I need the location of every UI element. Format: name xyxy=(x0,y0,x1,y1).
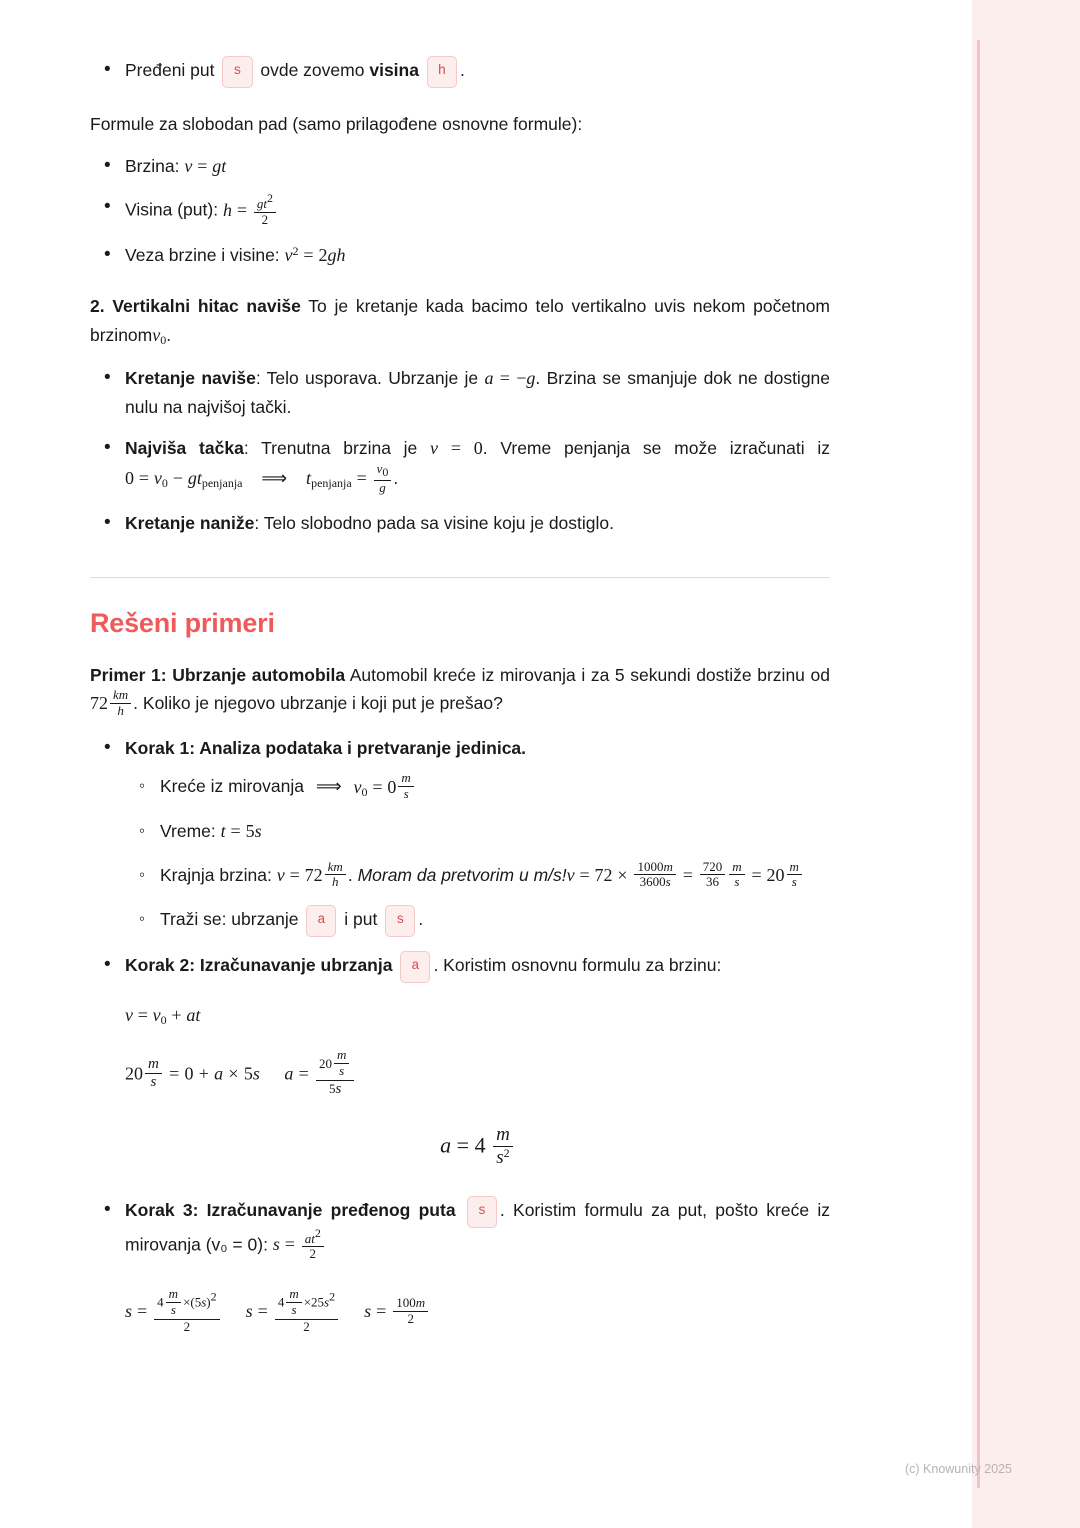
document-content xyxy=(90,42,830,1348)
example-1-text-end: . Koliko je njegovo ubrzanje i koji put je prešao? xyxy=(133,693,503,714)
code-token-a: a xyxy=(400,951,430,983)
substep-text: Vreme: xyxy=(160,821,216,842)
step-1-sub-list xyxy=(125,772,830,937)
substep-text-middle: i put xyxy=(344,909,378,930)
code-token-a: a xyxy=(306,905,336,937)
list-item xyxy=(90,364,830,422)
example-1-text: Automobil kreće iz mirovanja i za 5 sekundi dostiže brzinu od xyxy=(349,664,830,685)
formula-label: Brzina: xyxy=(125,156,180,177)
step-2-result: a = 4 $\frac{m}{s^2}$ xyxy=(125,1125,830,1170)
bullet-bold-label: Kretanje naviše xyxy=(125,368,256,389)
bullet-bold-label: Najviša tačka xyxy=(125,437,244,458)
list-item xyxy=(90,734,830,937)
bullet-text: : Telo slobodno pada sa visine koju je dostiglo. xyxy=(254,512,614,533)
section-2-bullet-list xyxy=(90,364,830,537)
code-token-s: s xyxy=(467,1196,497,1228)
list-item: ◦ Kreće iz mirovanja ⟹ $v_0 = 0$ $\frac{m}{s}$ xyxy=(125,772,830,803)
list-item xyxy=(90,56,830,88)
formula-list xyxy=(90,152,830,270)
code-token-s: s xyxy=(222,56,252,88)
code-token-s: s xyxy=(385,905,415,937)
section-divider xyxy=(90,577,830,578)
intro-bullet-list xyxy=(90,56,830,88)
example-1-paragraph: Primer 1: Ubrzanje automobila Automobil kreće iz mirovanja i za 5 sekundi dostiže brzinu od 72 $\frac{km}{h}$ . Koliko je njegovo ubrzanje i koji put je prešao? xyxy=(90,664,830,719)
list-item xyxy=(90,152,830,181)
section-2-text-end: . xyxy=(166,324,172,345)
list-item: ◦ Vreme: t = 5s xyxy=(125,817,830,846)
step-3-title-suffix: . Koristim formulu za put, pošto kreće iz mirovanja (v₀ = 0): xyxy=(125,1199,830,1255)
substep-text: Kreće iz mirovanja xyxy=(160,776,304,797)
section-2-paragraph: 2. Vertikalni hitac naviše To je kretanje kada bacimo telo vertikalno uvis nekom početnom brzinomv$_0$. xyxy=(90,296,831,347)
step-3-work: s = 4 $\frac{m}{s}$ $\times(5s)^2$ 2 s = 4 $\frac{m}{s}$ $\times 25s^2$ 2 s = $\frac{100m}{2}$ xyxy=(125,1289,830,1336)
list-item xyxy=(90,241,830,270)
list-item: • Korak 3: Izračunavanje pređenog puta s . Koristim formulu za put, pošto kreće iz mirovanja (v₀ = 0): s = $\frac{at^2}{2}$ s = 4 $\frac{m}{s}$ $\times(5s)^2$ 2 s = 4 $\frac{m}{s}$ $\times 25s^2$ 2 s = $\frac{100m}{2}$ xyxy=(90,1196,830,1337)
right-margin-strip xyxy=(972,0,1080,1528)
step-1-list xyxy=(90,734,830,1336)
step-2-title-suffix: . Koristim osnovnu formulu za brzinu: xyxy=(433,955,722,976)
list-item xyxy=(125,905,830,937)
step-3-title: Korak 3: Izračunavanje pređenog puta xyxy=(125,1199,456,1220)
copyright-footer: (c) Knowunity 2025 xyxy=(904,1462,1012,1476)
formula-math: v = gt xyxy=(184,156,227,177)
step-2-work: 20 $\frac{m}{s}$ = 0 + a × 5s a = 20 $\frac{m}{s}$ 5s xyxy=(125,1050,830,1099)
section-2-title: Vertikalni hitac naviše xyxy=(112,296,301,317)
step-2-title: Korak 2: Izračunavanje ubrzanja xyxy=(125,955,393,976)
list-item: ◦ Krajnja brzina: v = 72 $\frac{km}{h}$ . Moram da pretvorim u m/s!v = 72 × $\frac{1000m}{3600s}$ = $\frac{720}{36}$ $\frac{m}{s}$ = 20 $\frac{m}{s}$ xyxy=(125,861,830,892)
step-1-title: Korak 1: Analiza podataka i pretvaranje jedinica. xyxy=(125,738,527,759)
bullet-text: : Trenutna brzina je v = 0. Vreme penjanja se može izračunati iz $0 = v_0 - gt_{penjanja}$ ⟹ $t_{penjanja}$ = $\frac{v_0}{g}$ . xyxy=(125,437,830,495)
substep-text: Krajnja brzina: xyxy=(160,864,272,885)
intro-bullet-bold: visina xyxy=(369,60,419,80)
code-token-h: h xyxy=(427,56,457,88)
list-item xyxy=(90,434,830,497)
list-item xyxy=(90,193,830,229)
bullet-text: : Telo usporava. Ubrzanje je a = −g. Brzina se smanjuje dok ne dostigne nulu na najvišoj tački. xyxy=(125,368,831,418)
substep-note: Moram da pretvorim u m/s! xyxy=(357,864,567,885)
step-2-formula: $v = v_0$ + at xyxy=(125,1005,201,1028)
substep-text: Traži se: ubrzanje xyxy=(160,909,299,930)
formulas-intro-paragraph: Formule za slobodan pad (samo prilagođene osnovne formule): xyxy=(90,113,583,134)
page-title: Rešeni primeri xyxy=(90,607,275,638)
substep-text-end: . xyxy=(418,909,424,930)
formula-label: Visina (put): xyxy=(125,199,219,220)
intro-bullet-suffix: . xyxy=(459,60,465,80)
example-1-title: Primer 1: Ubrzanje automobila xyxy=(90,664,346,685)
section-2-text: To je kretanje kada bacimo telo vertikalno uvis nekom početnom brzinom xyxy=(90,296,831,345)
intro-bullet-prefix: Pređeni put xyxy=(125,60,215,80)
list-item xyxy=(90,951,830,1169)
intro-bullet-middle: ovde zovemo xyxy=(260,60,365,80)
formula-label: Veza brzine i visine: xyxy=(125,245,280,266)
bullet-bold-label: Kretanje naniže xyxy=(125,512,255,533)
formula-math: $v^2 = 2gh$ xyxy=(284,244,346,266)
list-item xyxy=(90,509,830,537)
right-margin-rule xyxy=(977,40,980,1488)
section-2-number: 2. xyxy=(90,296,105,317)
formula-math: h = $\frac{gt^2}{2}$ xyxy=(223,200,278,220)
